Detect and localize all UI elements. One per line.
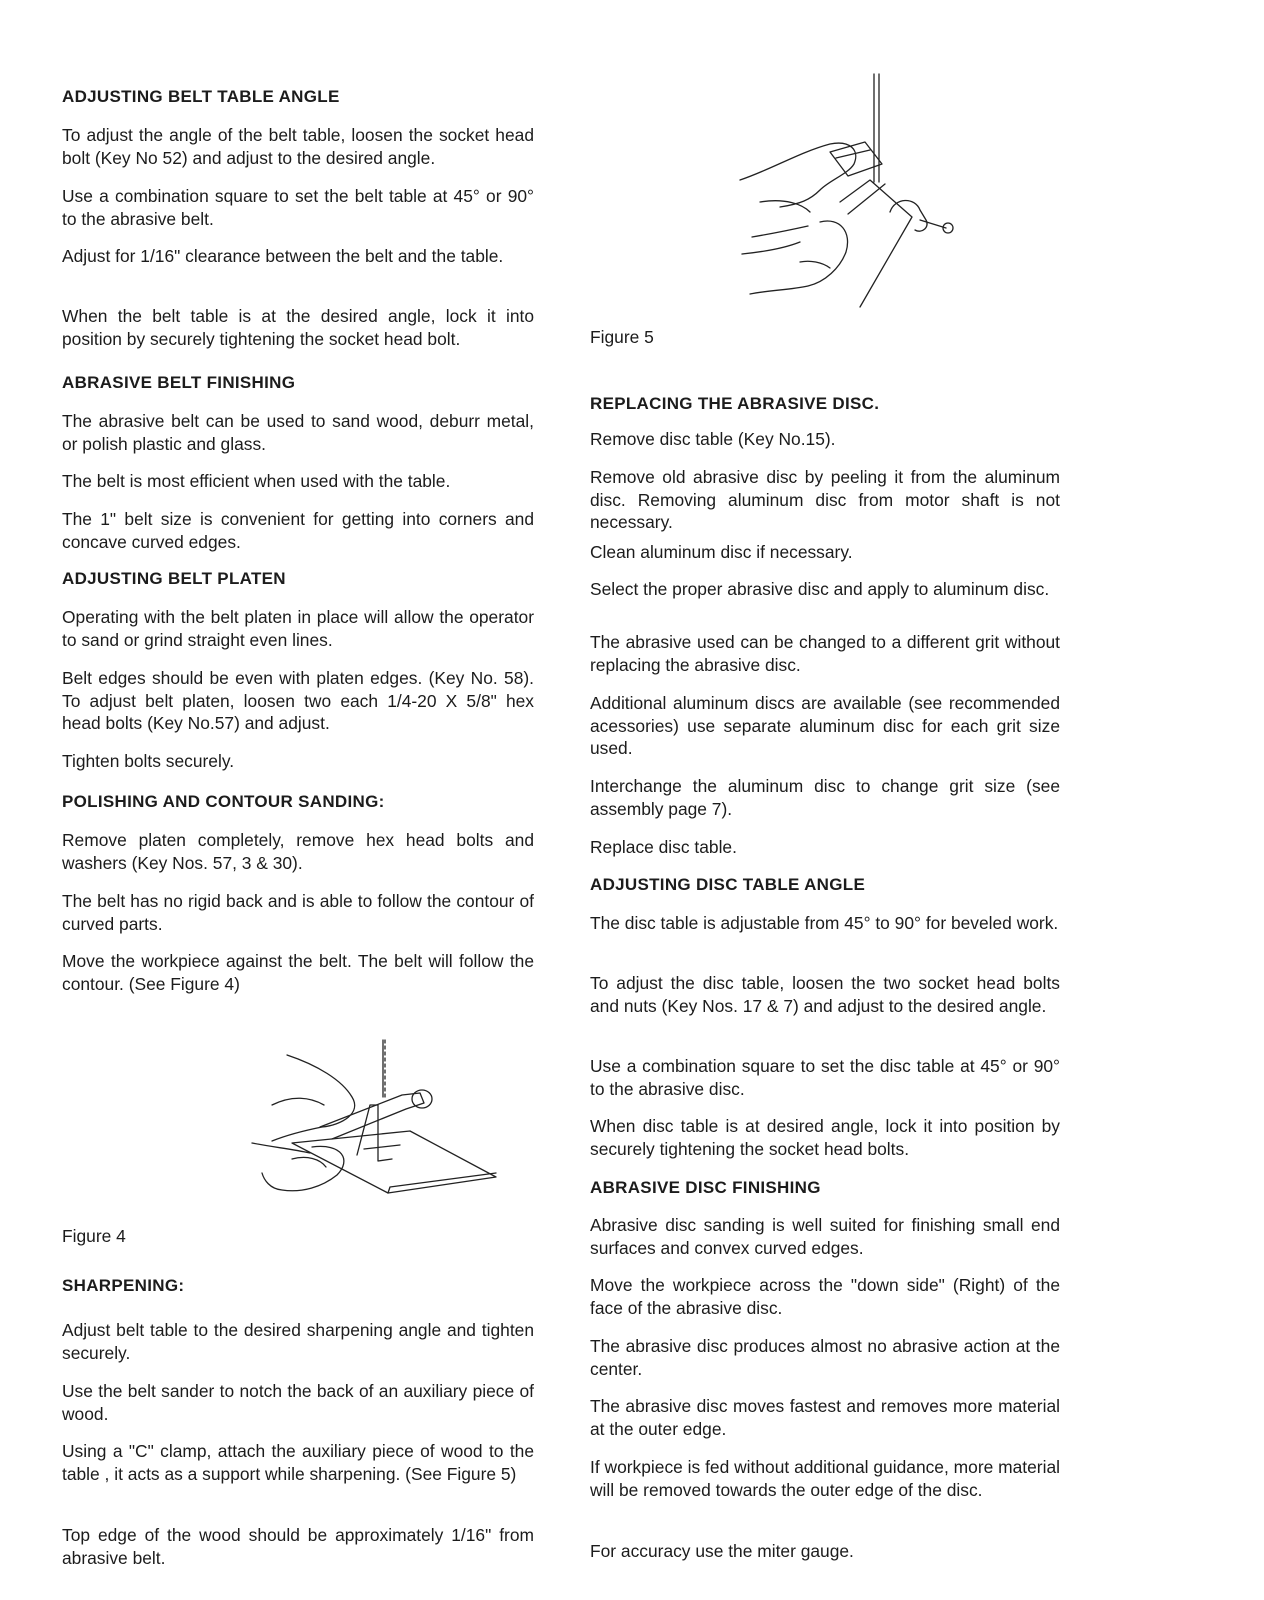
paragraph: Interchange the aluminum disc to change grit size (see assembly page 7).	[590, 776, 1060, 819]
paragraph: If workpiece is fed without additional guidance, more material will be removed towards the outer edge of the disc.	[590, 1457, 1060, 1500]
section-adjusting-disc-table-angle	[590, 874, 1060, 896]
section-polishing-contour-sanding	[62, 791, 534, 813]
paragraph: Tighten bolts securely.	[62, 751, 235, 771]
paragraph: When disc table is at desired angle, lock it into position by securely tightening the socket head bolts.	[590, 1116, 1060, 1159]
figure-4-illustration	[192, 1035, 512, 1205]
section-heading: SHARPENING:	[62, 1276, 185, 1295]
section-sharpening	[62, 1275, 534, 1297]
paragraph: Replace disc table.	[590, 837, 737, 857]
paragraph: Remove platen completely, remove hex head bolts and washers (Key Nos. 57, 3 & 30).	[62, 830, 534, 873]
paragraph: The abrasive disc moves fastest and removes more material at the outer edge.	[590, 1396, 1060, 1439]
section-heading: ABRASIVE DISC FINISHING	[590, 1178, 821, 1197]
paragraph: The belt has no rigid back and is able to follow the contour of curved parts.	[62, 891, 534, 934]
section-abrasive-belt-finishing	[62, 372, 534, 394]
paragraph: Adjust for 1/16" clearance between the belt and the table.	[62, 246, 504, 266]
section-abrasive-disc-finishing	[590, 1177, 1060, 1199]
figure-5-illustration	[730, 72, 960, 322]
paragraph: Remove old abrasive disc by peeling it from the aluminum disc. Removing aluminum disc from motor shaft is not necessary.	[590, 467, 1060, 532]
section-heading: ADJUSTING DISC TABLE ANGLE	[590, 875, 866, 894]
section-adjusting-belt-platen	[62, 568, 534, 590]
paragraph: Move the workpiece against the belt. The belt will follow the contour. (See Figure 4)	[62, 951, 534, 994]
paragraph: The belt is most efficient when used with the table.	[62, 471, 451, 491]
section-adjusting-belt-table-angle	[62, 86, 534, 108]
paragraph: The disc table is adjustable from 45° to 90° for beveled work.	[590, 913, 1059, 933]
paragraph: Top edge of the wood should be approximately 1/16" from abrasive belt.	[62, 1525, 534, 1568]
paragraph: Additional aluminum discs are available (see recommended acessories) use separate aluminum disc for each grit size used.	[590, 693, 1060, 758]
paragraph: Select the proper abrasive disc and apply to aluminum disc.	[590, 579, 1050, 599]
section-heading: ABRASIVE BELT FINISHING	[62, 373, 296, 392]
paragraph: Abrasive disc sanding is well suited for finishing small end surfaces and convex curved edges.	[590, 1215, 1060, 1258]
section-heading: REPLACING THE ABRASIVE DISC.	[590, 394, 880, 413]
paragraph: Using a "C" clamp, attach the auxiliary piece of wood to the table , it acts as a support while sharpening. (See Figure 5)	[62, 1441, 534, 1484]
paragraph: Move the workpiece across the "down side" (Right) of the face of the abrasive disc.	[590, 1275, 1060, 1318]
paragraph: Remove disc table (Key No.15).	[590, 429, 836, 449]
paragraph: Operating with the belt platen in place will allow the operator to sand or grind straight even lines.	[62, 607, 534, 650]
paragraph: Clean aluminum disc if necessary.	[590, 542, 853, 562]
paragraph: The abrasive belt can be used to sand wood, deburr metal, or polish plastic and glass.	[62, 411, 534, 454]
section-heading: ADJUSTING BELT TABLE ANGLE	[62, 87, 340, 106]
section-heading: POLISHING AND CONTOUR SANDING:	[62, 792, 385, 811]
paragraph: The abrasive disc produces almost no abrasive action at the center.	[590, 1336, 1060, 1379]
paragraph: The 1" belt size is convenient for getting into corners and concave curved edges.	[62, 509, 534, 552]
paragraph: For accuracy use the miter gauge.	[590, 1541, 854, 1561]
paragraph: Use the belt sander to notch the back of an auxiliary piece of wood.	[62, 1381, 534, 1424]
paragraph: The abrasive used can be changed to a different grit without replacing the abrasive disc.	[590, 632, 1060, 675]
paragraph: To adjust the angle of the belt table, loosen the socket head bolt (Key No 52) and adjust to the desired angle.	[62, 125, 534, 168]
section-heading: ADJUSTING BELT PLATEN	[62, 569, 286, 588]
paragraph: Use a combination square to set the belt table at 45° or 90° to the abrasive belt.	[62, 186, 534, 229]
section-replacing-abrasive-disc	[590, 393, 1060, 415]
figure-5-caption: Figure 5	[590, 327, 654, 347]
figure-4-caption: Figure 4	[62, 1226, 126, 1246]
paragraph: To adjust the disc table, loosen the two socket head bolts and nuts (Key Nos. 17 & 7) and adjust to the desired angle.	[590, 973, 1060, 1016]
paragraph: Use a combination square to set the disc table at 45° or 90° to the abrasive disc.	[590, 1056, 1060, 1099]
paragraph: Adjust belt table to the desired sharpening angle and tighten securely.	[62, 1320, 534, 1363]
paragraph: When the belt table is at the desired angle, lock it into position by securely tightening the socket head bolt.	[62, 306, 534, 349]
paragraph: Belt edges should be even with platen edges. (Key No. 58). To adjust belt platen, loosen two each 1/4-20 X 5/8" hex head bolts (Key No.57) and adjust.	[62, 668, 534, 733]
